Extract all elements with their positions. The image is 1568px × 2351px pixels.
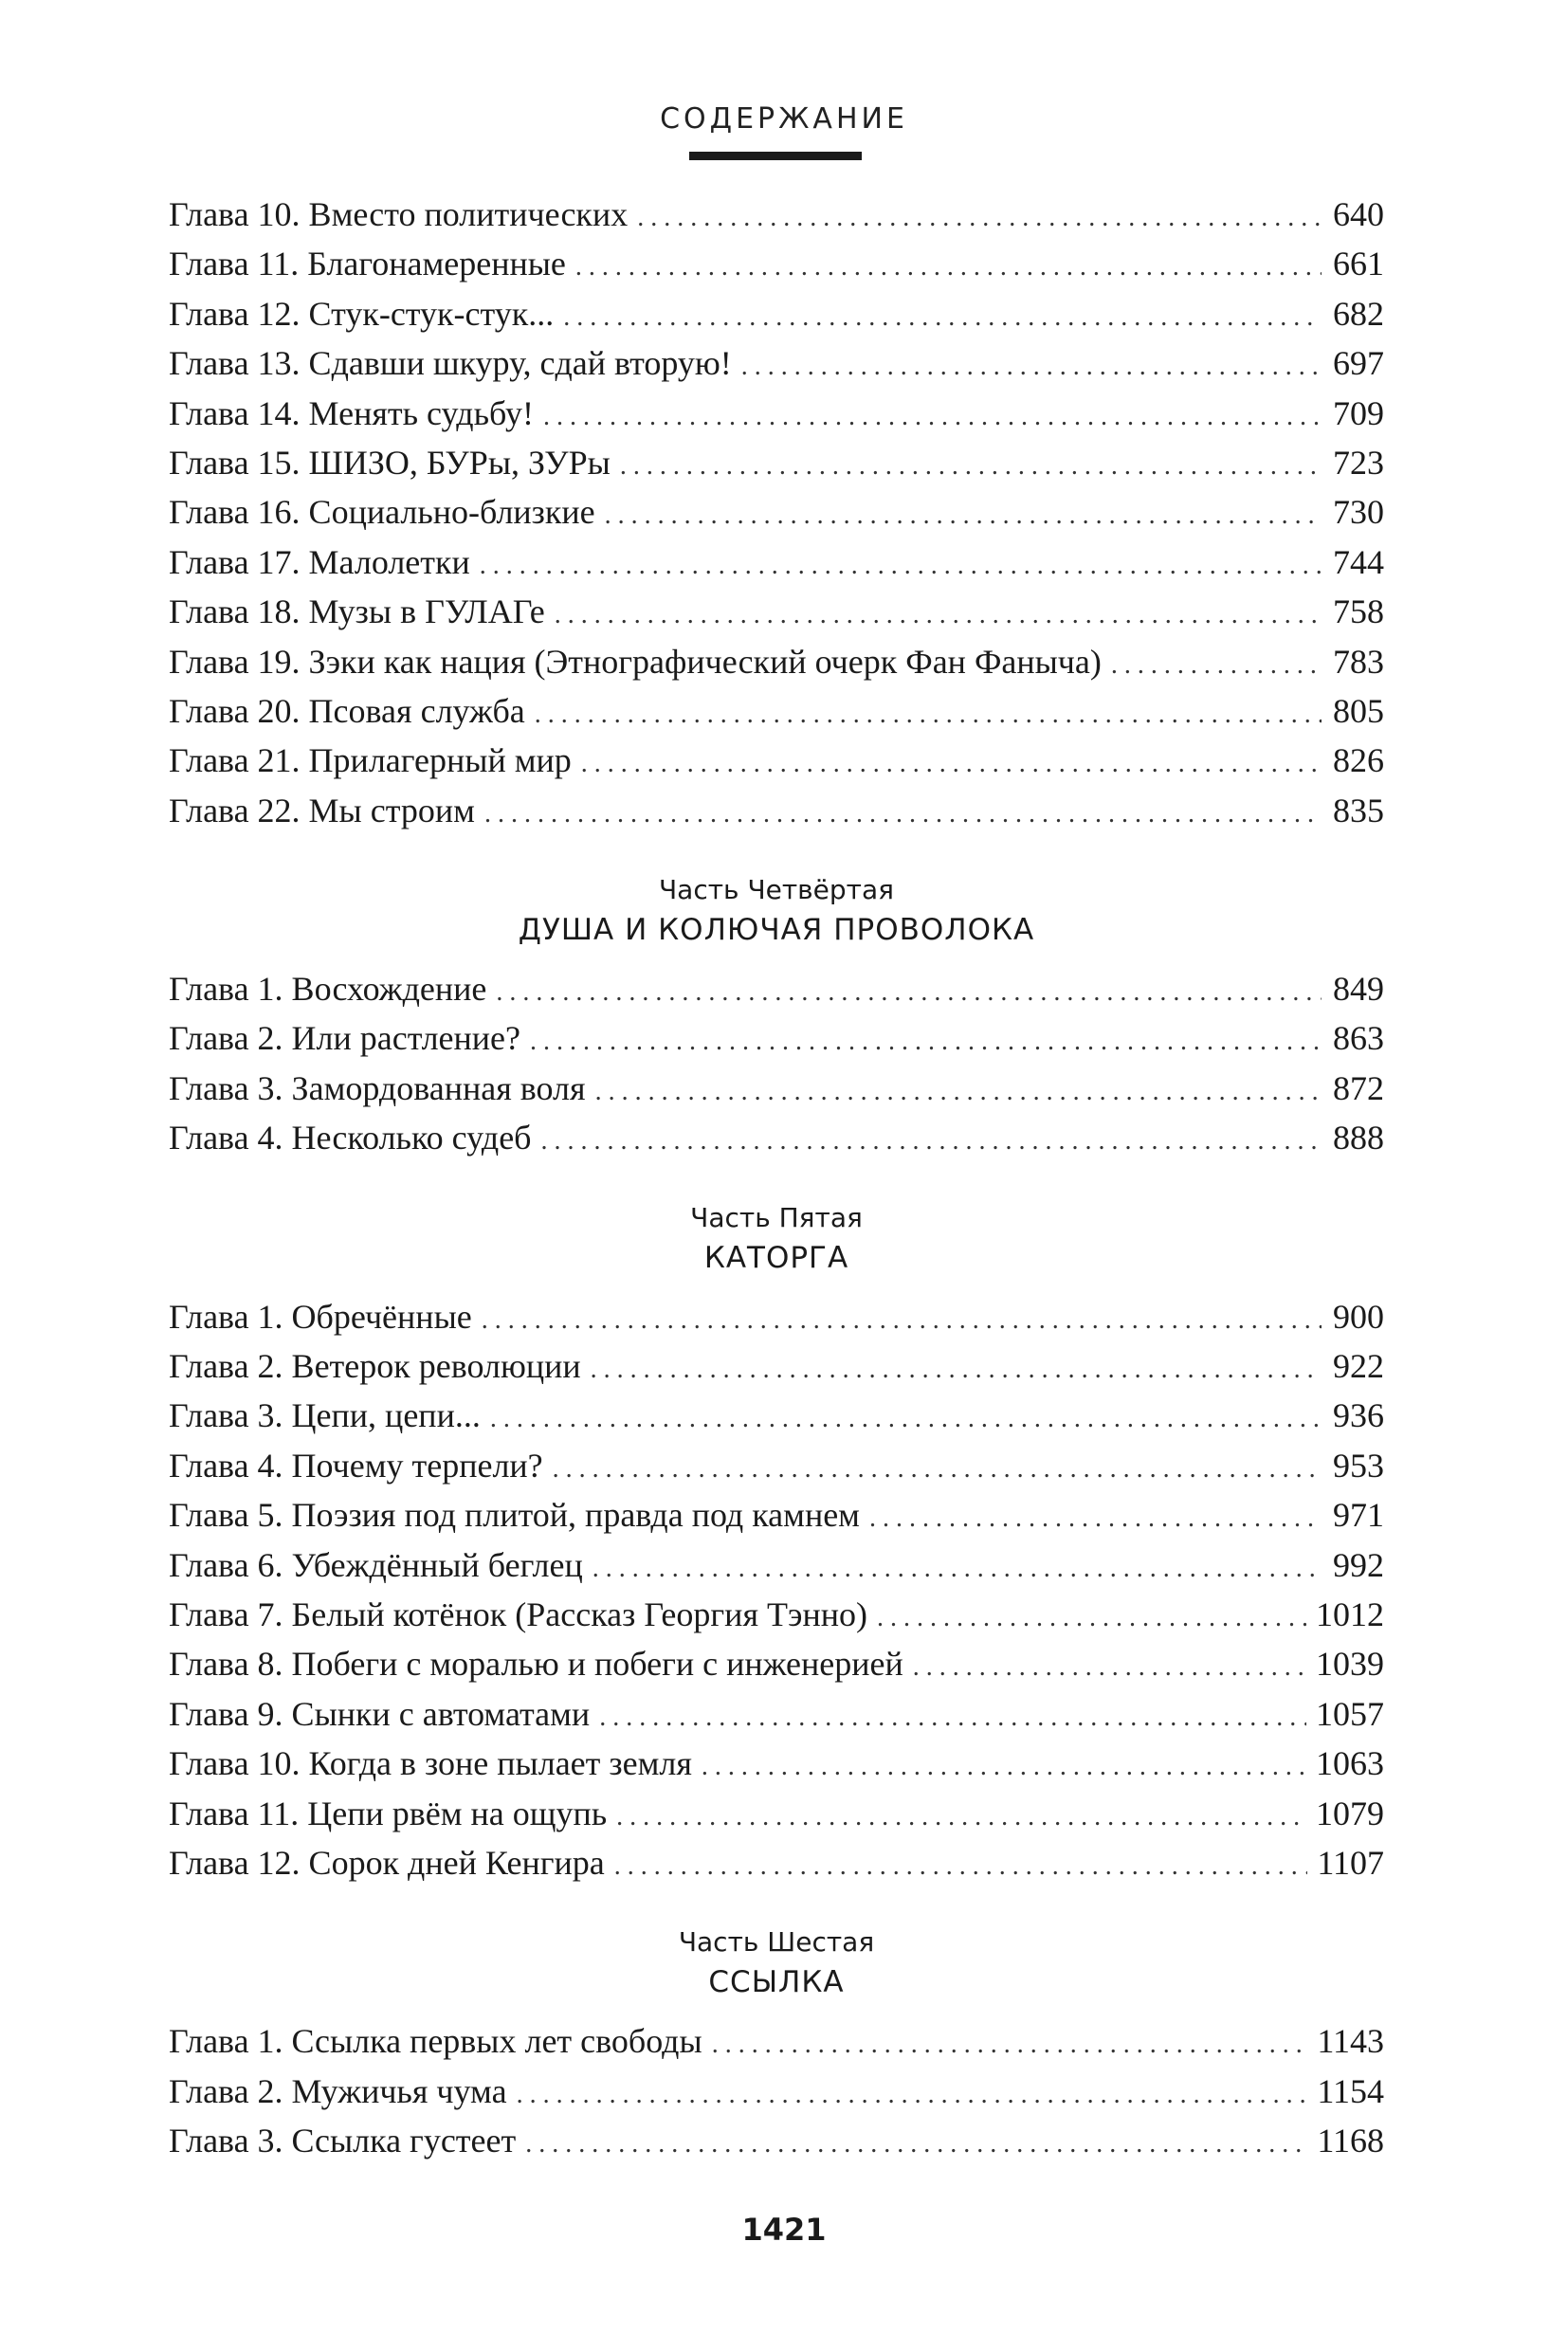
toc-entry-leader-dots (540, 1117, 1322, 1162)
toc-entry (169, 1639, 1384, 1688)
toc-entry-page-number: 661 (1333, 245, 1384, 283)
toc-entry-title: Глава 1. Обречённые (169, 1297, 472, 1336)
part-heading (169, 1199, 1384, 1279)
toc-part-group (169, 1923, 1384, 2165)
part-title: ДУША И КОЛЮЧАЯ ПРОВОЛОКА (518, 913, 1035, 948)
toc-entry-title: Глава 14. Менять судьбу! (169, 393, 534, 432)
toc-entry (169, 1789, 1384, 1838)
toc-entry-title: Глава 22. Мы строим (169, 791, 475, 829)
toc-entry-page-number: 1057 (1316, 1694, 1384, 1733)
toc-entry (169, 1341, 1384, 1391)
toc-entry-leader-dots (1111, 641, 1322, 686)
part-label: Часть Шестая (678, 1926, 875, 1959)
toc-entry-title: Глава 1. Восхождение (169, 970, 487, 1009)
toc-entry-page-number: 835 (1333, 791, 1384, 829)
toc-entry-title: Глава 20. Псовая служба (169, 691, 525, 730)
toc-entry-leader-dots (702, 1742, 1306, 1788)
toc-entry-page-number: 1039 (1316, 1645, 1384, 1684)
toc-entry (169, 239, 1384, 288)
toc-part-group (169, 190, 1384, 835)
toc-entry-title: Глава 19. Зэки как нация (Этнографический очерк Фан Фаныча) (169, 642, 1102, 681)
toc-entry-page-number: 709 (1333, 393, 1384, 432)
toc-entry-page-number: 1012 (1316, 1595, 1384, 1633)
toc-entry-leader-dots (869, 1494, 1322, 1540)
toc-entry (169, 2116, 1384, 2165)
toc-entry-leader-dots (581, 739, 1322, 785)
toc-entry-page-number: 888 (1333, 1119, 1384, 1157)
toc-entry (169, 1490, 1384, 1540)
page-number: 1421 (741, 2212, 827, 2248)
toc-entry (169, 487, 1384, 537)
toc-entry-leader-dots (599, 1693, 1306, 1739)
toc-entry-title: Глава 11. Цепи рвём на ощупь (169, 1794, 608, 1832)
toc-entry-title: Глава 3. Цепи, цепи... (169, 1396, 481, 1435)
toc-entry-title: Глава 1. Ссылка первых лет свободы (169, 2022, 702, 2061)
table-of-contents (169, 190, 1384, 2166)
toc-entry-leader-dots (563, 293, 1322, 338)
toc-entry-leader-dots (530, 1017, 1322, 1063)
toc-entry-leader-dots (555, 591, 1322, 636)
toc-entry (169, 289, 1384, 338)
toc-entry-page-number: 1107 (1317, 1843, 1384, 1882)
toc-entry (169, 190, 1384, 239)
toc-entry-leader-dots (575, 243, 1322, 288)
toc-entry (169, 1064, 1384, 1113)
toc-entry-title: Глава 21. Прилагерный мир (169, 741, 572, 780)
toc-entry-page-number: 744 (1333, 542, 1384, 581)
toc-entry-title: Глава 3. Ссылка густеет (169, 2122, 517, 2160)
toc-entry (169, 686, 1384, 736)
toc-entry-leader-dots (741, 342, 1322, 388)
toc-entry-title: Глава 3. Замордованная воля (169, 1068, 586, 1107)
part-label: Часть Четвёртая (658, 874, 894, 906)
toc-entry-leader-dots (620, 442, 1322, 487)
toc-entry (169, 1739, 1384, 1788)
toc-entry-title: Глава 13. Сдавши шкуру, сдай вторую! (169, 344, 732, 383)
toc-entry-page-number: 826 (1333, 741, 1384, 780)
toc-entry-page-number: 730 (1333, 493, 1384, 532)
toc-entry-leader-dots (913, 1643, 1306, 1688)
toc-entry-title: Глава 10. Когда в зоне пылает земля (169, 1744, 692, 1783)
toc-entry-title: Глава 2. Мужичья чума (169, 2071, 507, 2110)
toc-entry (169, 338, 1384, 388)
toc-entry-page-number: 900 (1333, 1297, 1384, 1336)
toc-entry (169, 637, 1384, 686)
toc-entry-title: Глава 2. Ветерок революции (169, 1347, 581, 1386)
toc-entry-leader-dots (593, 1544, 1322, 1590)
toc-entry (169, 1689, 1384, 1739)
part-title: ССЫЛКА (708, 1965, 845, 2000)
toc-entry-page-number: 936 (1333, 1396, 1384, 1435)
toc-entry-leader-dots (616, 1793, 1306, 1838)
toc-entry-leader-dots (482, 1296, 1322, 1341)
toc-entry-leader-dots (877, 1594, 1306, 1639)
toc-entry-page-number: 872 (1333, 1068, 1384, 1107)
part-heading (169, 1923, 1384, 2003)
toc-entry (169, 389, 1384, 438)
toc-entry-title: Глава 17. Малолетки (169, 542, 470, 581)
part-title: КАТОРГА (703, 1240, 849, 1275)
part-heading (169, 871, 1384, 951)
toc-entry-title: Глава 2. Или растление? (169, 1019, 521, 1058)
toc-entry (169, 438, 1384, 487)
toc-entry-title: Глава 18. Музы в ГУЛАГе (169, 592, 545, 631)
toc-entry (169, 1391, 1384, 1440)
toc-entry-title: Глава 7. Белый котёнок (Рассказ Георгия Тэнно) (169, 1595, 867, 1633)
toc-entry (169, 1838, 1384, 1887)
toc-entry-title: Глава 16. Социально-близкие (169, 493, 595, 532)
toc-entry-page-number: 783 (1333, 642, 1384, 681)
toc-entry-title: Глава 6. Убеждённый беглец (169, 1545, 583, 1584)
toc-entry (169, 1540, 1384, 1590)
toc-entry-title: Глава 8. Побеги с моралью и побеги с инженерией (169, 1645, 903, 1684)
toc-entry-leader-dots (614, 1842, 1308, 1887)
toc-entry-page-number: 723 (1333, 443, 1384, 482)
toc-entry-leader-dots (543, 392, 1322, 438)
toc-entry-leader-dots (605, 491, 1322, 537)
toc-entry-leader-dots (496, 968, 1322, 1013)
toc-part-group (169, 1199, 1384, 1888)
toc-entry (169, 1441, 1384, 1490)
toc-entry-leader-dots (712, 2020, 1308, 2066)
toc-entry-page-number: 1143 (1317, 2022, 1384, 2061)
toc-entry-title: Глава 5. Поэзия под плитой, правда под камнем (169, 1496, 860, 1535)
running-head: СОДЕРЖАНИЕ (660, 102, 908, 136)
running-head-rule (689, 152, 862, 160)
toc-entry (169, 1590, 1384, 1639)
toc-entry (169, 736, 1384, 785)
toc-entry-page-number: 1063 (1316, 1744, 1384, 1783)
toc-entry-page-number: 758 (1333, 592, 1384, 631)
toc-entry (169, 538, 1384, 587)
toc-entry-page-number: 922 (1333, 1347, 1384, 1386)
toc-entry-page-number: 953 (1333, 1446, 1384, 1485)
toc-entry (169, 964, 1384, 1013)
toc-entry-page-number: 971 (1333, 1496, 1384, 1535)
toc-entry-page-number: 805 (1333, 691, 1384, 730)
toc-entry-leader-dots (525, 2120, 1307, 2165)
toc-entry-title: Глава 15. ШИЗО, БУРы, ЗУРы (169, 443, 611, 482)
toc-entry-title: Глава 12. Стук-стук-стук... (169, 294, 555, 333)
toc-entry-page-number: 1079 (1316, 1794, 1384, 1832)
part-label: Часть Пятая (690, 1201, 863, 1233)
toc-entry-leader-dots (480, 541, 1322, 587)
toc-entry-page-number: 697 (1333, 344, 1384, 383)
toc-entry (169, 2067, 1384, 2116)
toc-entry-leader-dots (484, 790, 1322, 835)
toc-entry-leader-dots (490, 1394, 1322, 1440)
toc-entry (169, 1113, 1384, 1162)
toc-entry-title: Глава 9. Сынки с автоматами (169, 1694, 591, 1733)
toc-entry-title: Глава 4. Почему терпели? (169, 1446, 543, 1485)
toc-part-group (169, 871, 1384, 1163)
toc-entry-leader-dots (595, 1067, 1322, 1113)
toc-entry-leader-dots (637, 193, 1322, 239)
toc-entry (169, 786, 1384, 835)
toc-entry (169, 1013, 1384, 1063)
toc-entry-title: Глава 12. Сорок дней Кенгира (169, 1843, 605, 1882)
toc-entry (169, 1292, 1384, 1341)
toc-entry-page-number: 849 (1333, 970, 1384, 1009)
toc-entry-title: Глава 10. Вместо политических (169, 195, 629, 233)
toc-entry-leader-dots (591, 1345, 1322, 1391)
toc-entry-page-number: 640 (1333, 195, 1384, 233)
toc-entry-leader-dots (517, 2070, 1308, 2116)
toc-entry-page-number: 863 (1333, 1019, 1384, 1058)
toc-entry-leader-dots (535, 690, 1322, 736)
toc-entry (169, 2016, 1384, 2066)
toc-entry-page-number: 992 (1333, 1545, 1384, 1584)
toc-entry-leader-dots (553, 1445, 1322, 1490)
toc-entry (169, 587, 1384, 636)
toc-entry-title: Глава 11. Благонамеренные (169, 245, 566, 283)
toc-entry-page-number: 1154 (1317, 2071, 1384, 2110)
toc-entry-page-number: 682 (1333, 294, 1384, 333)
toc-entry-title: Глава 4. Несколько судеб (169, 1119, 532, 1157)
toc-entry-page-number: 1168 (1317, 2122, 1384, 2160)
